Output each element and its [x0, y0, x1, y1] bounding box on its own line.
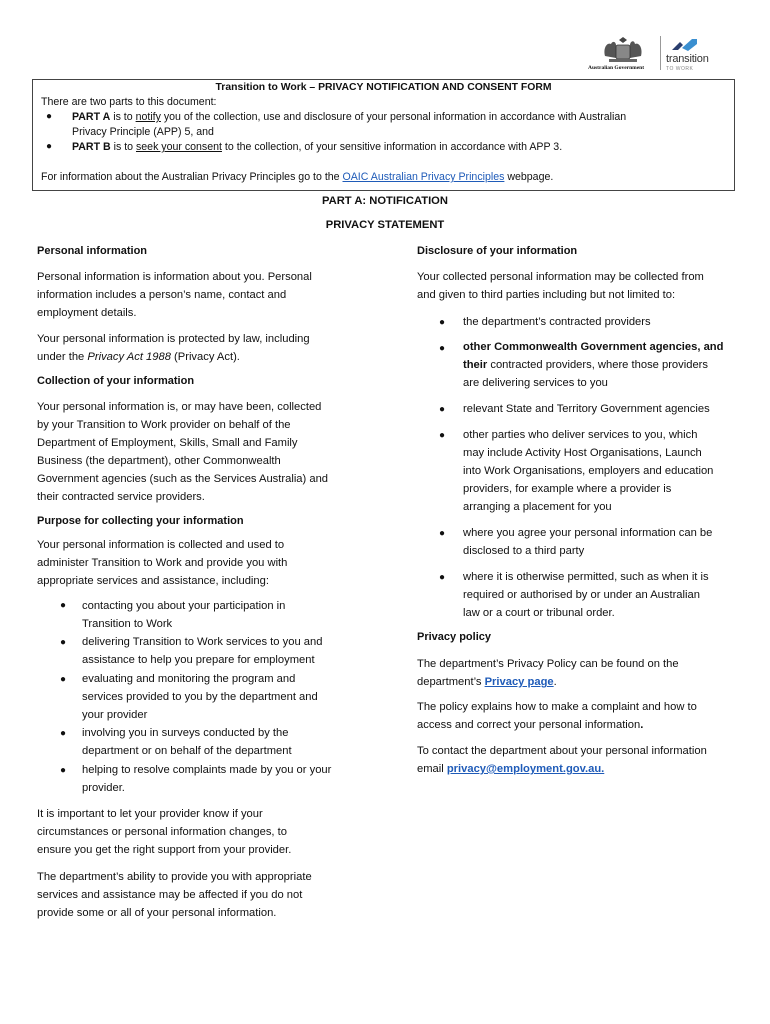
part-a-line: PART A is to notify you of the collection, use and disclosure of your personal information in accordance with Australian: [72, 111, 627, 123]
list-item: involving you in surveys conducted by the department or on behalf of the department: [82, 727, 292, 757]
ttw-arrows-icon: [670, 38, 700, 52]
list-item: delivering Transition to Work services to you and assistance to help you prepare for employment: [82, 636, 323, 666]
bullet-icon: ●: [439, 572, 446, 583]
bullet-icon: ●: [60, 674, 67, 685]
gov-logo-text: Australian Government: [588, 65, 645, 71]
bullet-icon: ●: [439, 528, 446, 539]
part-a-line2: Privacy Principle (APP) 5, and: [72, 126, 214, 138]
disclosure-paragraph: Your collected personal information may be collected from and given to third parties including but not limited to:: [417, 271, 704, 301]
bullet-icon: ●: [439, 343, 446, 354]
part-b-line: PART B is to seek your consent to the collection, of your sensitive information in accordance with APP 3.: [72, 141, 563, 153]
list-item: contacting you about your participation in Transition to Work: [82, 600, 286, 630]
list-item: where it is otherwise permitted, such as when it is required or authorised by or under an Australian law or a court or tribunal order.: [463, 571, 709, 619]
bullet-icon: ●: [60, 728, 67, 739]
list-item: relevant State and Territory Government agencies: [463, 403, 710, 415]
bullet-icon: ●: [60, 600, 67, 611]
part-a-heading: PART A: NOTIFICATION: [322, 195, 448, 207]
intro-text: There are two parts to this document:: [41, 96, 217, 108]
policy-explains-paragraph: The policy explains how to make a complaint and how to access and correct your personal information.: [417, 701, 697, 731]
collection-paragraph: Your personal information is, or may have been, collected by your Transition to Work provider on behalf of the Department of Employment, Skills, Small and Family Business (the department), other Commonwealth Government agencies (such as the Services Australia) and their contracted service providers.: [37, 401, 329, 503]
ttw-logo-main: transition: [666, 53, 709, 65]
personal-info-paragraph: Personal information is information about you. Personal information includes a person’s name, contact and employment details.: [37, 271, 312, 319]
australian-government-logo: [590, 34, 656, 74]
list-item: where you agree your personal information can be disclosed to a third party: [463, 527, 713, 557]
list-item: helping to resolve complaints made by you or your provider.: [82, 764, 332, 794]
logo-divider: [660, 36, 661, 70]
purpose-paragraph: Your personal information is collected and used to administer Transition to Work and provide you with appropriate services and assistance, including:: [37, 539, 288, 587]
personal-info-heading: Personal information: [37, 245, 148, 257]
contact-paragraph: To contact the department about your personal information email privacy@employment.gov.au.: [417, 745, 707, 775]
bullet-icon: ●: [60, 637, 67, 648]
policy-paragraph: The department’s Privacy Policy can be found on the department’s Privacy page.: [417, 658, 679, 688]
privacy-statement-heading: PRIVACY STATEMENT: [325, 219, 445, 231]
privacy-page-link[interactable]: Privacy page: [484, 676, 554, 688]
ttw-logo-sub: TO WORK: [666, 66, 694, 72]
bullet-icon: ●: [439, 404, 446, 415]
privacy-act-paragraph: Your personal information is protected by law, including under the Privacy Act 1988 (Privacy Act).: [37, 333, 310, 363]
list-item: other Commonwealth Government agencies, and their contracted providers, where those providers are delivering services to you: [463, 341, 724, 389]
bullet-icon: ●: [439, 430, 446, 441]
coat-of-arms-icon: [601, 36, 645, 64]
list-item: the department’s contracted providers: [463, 316, 651, 328]
list-item: evaluating and monitoring the program and services provided to you by the department and your provider: [82, 673, 318, 721]
privacy-email-link[interactable]: privacy@employment.gov.au.: [446, 763, 605, 775]
important-paragraph: It is important to let your provider know if your circumstances or personal information changes, to ensure you get the right support from your provider.: [37, 808, 292, 856]
privacy-policy-heading: Privacy policy: [417, 631, 491, 643]
list-item: other parties who deliver services to you, which may include Activity Host Organisations, Launch into Work Organisations, employers and education providers, for example where a provider is arranging a placement for you: [463, 429, 714, 513]
purpose-heading: Purpose for collecting your information: [37, 515, 244, 527]
bullet-icon: ●: [46, 111, 53, 122]
oaic-line: For information about the Australian Privacy Principles go to the OAIC Australian Privacy Principles webpage.: [41, 171, 554, 183]
bullet-icon: ●: [46, 141, 53, 152]
ability-paragraph: The department’s ability to provide you with appropriate services and assistance may be affected if you do not provide some or all of your personal information.: [37, 871, 312, 919]
notice-box: [32, 79, 735, 191]
bullet-icon: ●: [439, 317, 446, 328]
form-title: Transition to Work – PRIVACY NOTIFICATION AND CONSENT FORM: [215, 82, 552, 93]
collection-heading: Collection of your information: [37, 375, 195, 387]
bullet-icon: ●: [60, 765, 67, 776]
disclosure-heading: Disclosure of your information: [417, 245, 578, 257]
oaic-link[interactable]: OAIC Australian Privacy Principles: [342, 171, 505, 183]
